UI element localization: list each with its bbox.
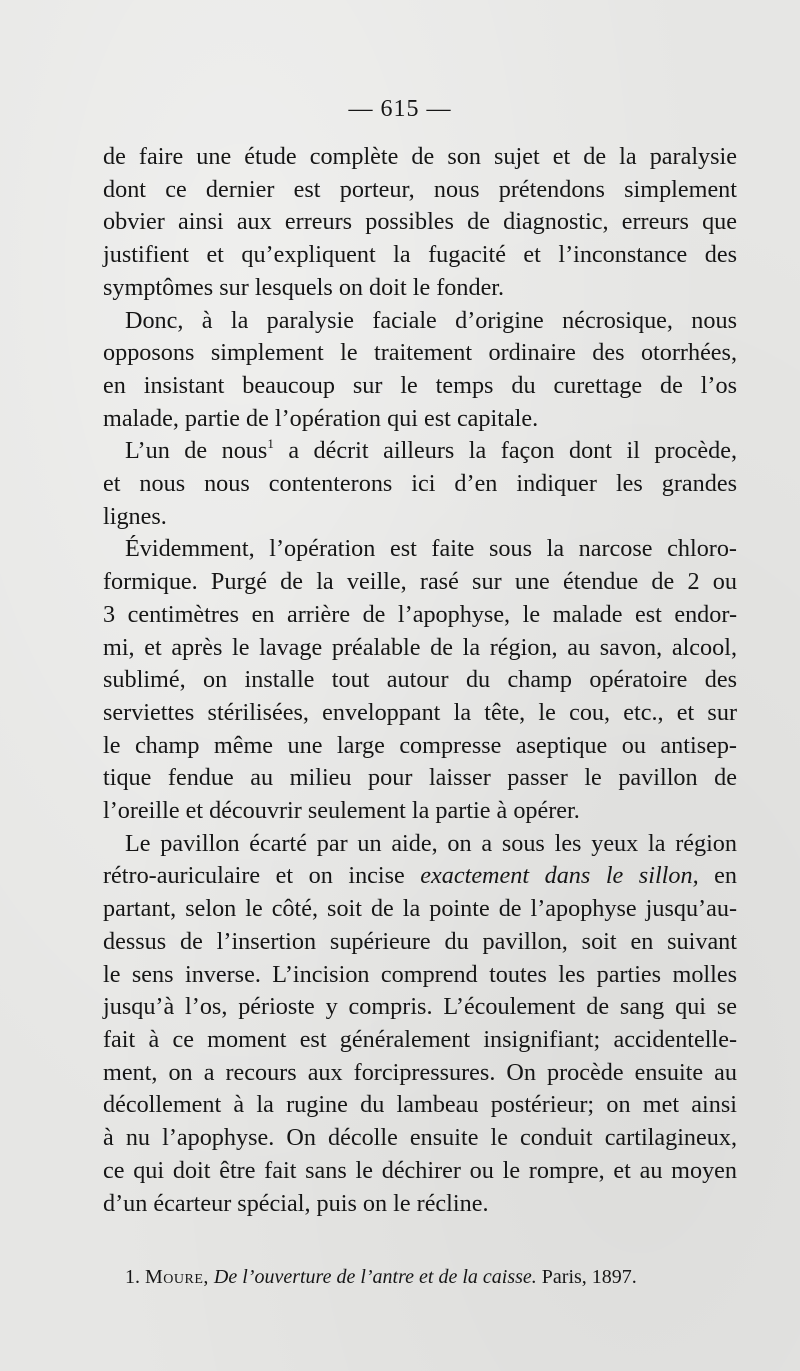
footnote xyxy=(125,1264,745,1290)
footnote-place-date: Paris, 1897. xyxy=(541,1266,637,1288)
text-line: d’un écarteur spécial, puis on le récline. xyxy=(103,1189,489,1217)
text-line xyxy=(103,860,737,893)
footnote-title: De l’ouverture de l’antre et de la caisse. xyxy=(213,1266,537,1288)
text-line: formique. Purgé de la veille, rasé sur une étendue de 2 ou xyxy=(103,568,737,596)
text-fragment: L’un de nous xyxy=(125,437,268,465)
text-line: décollement à la rugine du lambeau postérieur; on met ainsi xyxy=(103,1091,737,1119)
paragraph-2 xyxy=(103,305,737,436)
text-line: justifient et qu’expliquent la fugacité et l’inconstance des xyxy=(103,241,737,269)
text-line: Le pavillon écarté par un aide, on a sous les yeux la région xyxy=(125,829,737,857)
paragraph-3 xyxy=(103,435,737,533)
text-fragment: a décrit ailleurs la façon dont il procède, xyxy=(273,437,738,465)
body-text xyxy=(103,141,737,1220)
text-line: jusqu’à l’os, périoste y compris. L’écoulement de sang qui se xyxy=(103,993,737,1021)
italic-phrase: exactement dans le sillon, xyxy=(420,862,699,890)
paragraph-1 xyxy=(103,141,737,305)
text-line: partant, selon le côté, soit de la pointe de l’apophyse jusqu’au- xyxy=(103,895,737,923)
text-line: à nu l’apophyse. On décolle ensuite le conduit cartilagineux, xyxy=(103,1124,737,1152)
text-line: ce qui doit être fait sans le déchirer ou le rompre, et au moyen xyxy=(103,1156,737,1184)
text-fragment: rétro-auriculaire et on incise xyxy=(103,862,421,890)
paragraph-5 xyxy=(103,828,737,1220)
text-line: opposons simplement le traitement ordinaire des otorrhées, xyxy=(103,339,737,367)
text-line: symptômes sur lesquels on doit le fonder. xyxy=(103,273,505,301)
footnote-reference: 1 xyxy=(267,436,274,452)
text-fragment: en xyxy=(698,862,737,890)
text-line: lignes. xyxy=(103,502,167,530)
text-line: l’oreille et découvrir seulement la partie à opérer. xyxy=(103,797,580,825)
footnote-marker: 1. xyxy=(125,1266,140,1288)
paragraph-4 xyxy=(103,533,737,827)
text-line: le champ même une large compresse aseptique ou antisep- xyxy=(103,731,737,759)
text-line: ment, on a recours aux forcipressures. On procède ensuite au xyxy=(103,1058,737,1086)
text-line: en insistant beaucoup sur le temps du curettage de l’os xyxy=(103,371,737,399)
text-line: de faire une étude complète de son sujet et de la paralysie xyxy=(103,143,737,170)
text-line: serviettes stérilisées, enveloppant la tête, le cou, etc., et sur xyxy=(103,698,737,726)
page-number: — 615 — xyxy=(348,96,452,122)
text-line: fait à ce moment est généralement insignifiant; accidentelle- xyxy=(103,1025,737,1053)
text-line: sublimé, on installe tout autour du champ opératoire des xyxy=(103,666,737,694)
text-line: Évidemment, l’opération est faite sous la narcose chloro- xyxy=(125,535,737,563)
text-line: le sens inverse. L’incision comprend toutes les parties molles xyxy=(103,960,737,988)
text-line: dessus de l’insertion supérieure du pavillon, soit en suivant xyxy=(103,927,737,955)
text-line: Donc, à la paralysie faciale d’origine nécrosique, nous xyxy=(125,306,737,334)
text-line: dont ce dernier est porteur, nous prétendons simplement xyxy=(103,175,737,203)
text-line: obvier ainsi aux erreurs possibles de diagnostic, erreurs que xyxy=(103,208,737,236)
footnote-author: Moure, xyxy=(145,1266,209,1288)
text-line: 3 centimètres en arrière de l’apophyse, le malade est endor- xyxy=(103,600,737,628)
text-line: malade, partie de l’opération qui est capitale. xyxy=(103,404,539,432)
text-line: tique fendue au milieu pour laisser passer le pavillon de xyxy=(103,764,737,792)
text-line: et nous nous contenterons ici d’en indiquer les grandes xyxy=(103,470,737,498)
text-line: mi, et après le lavage préalable de la région, au savon, alcool, xyxy=(103,633,737,661)
text-line xyxy=(103,435,737,468)
